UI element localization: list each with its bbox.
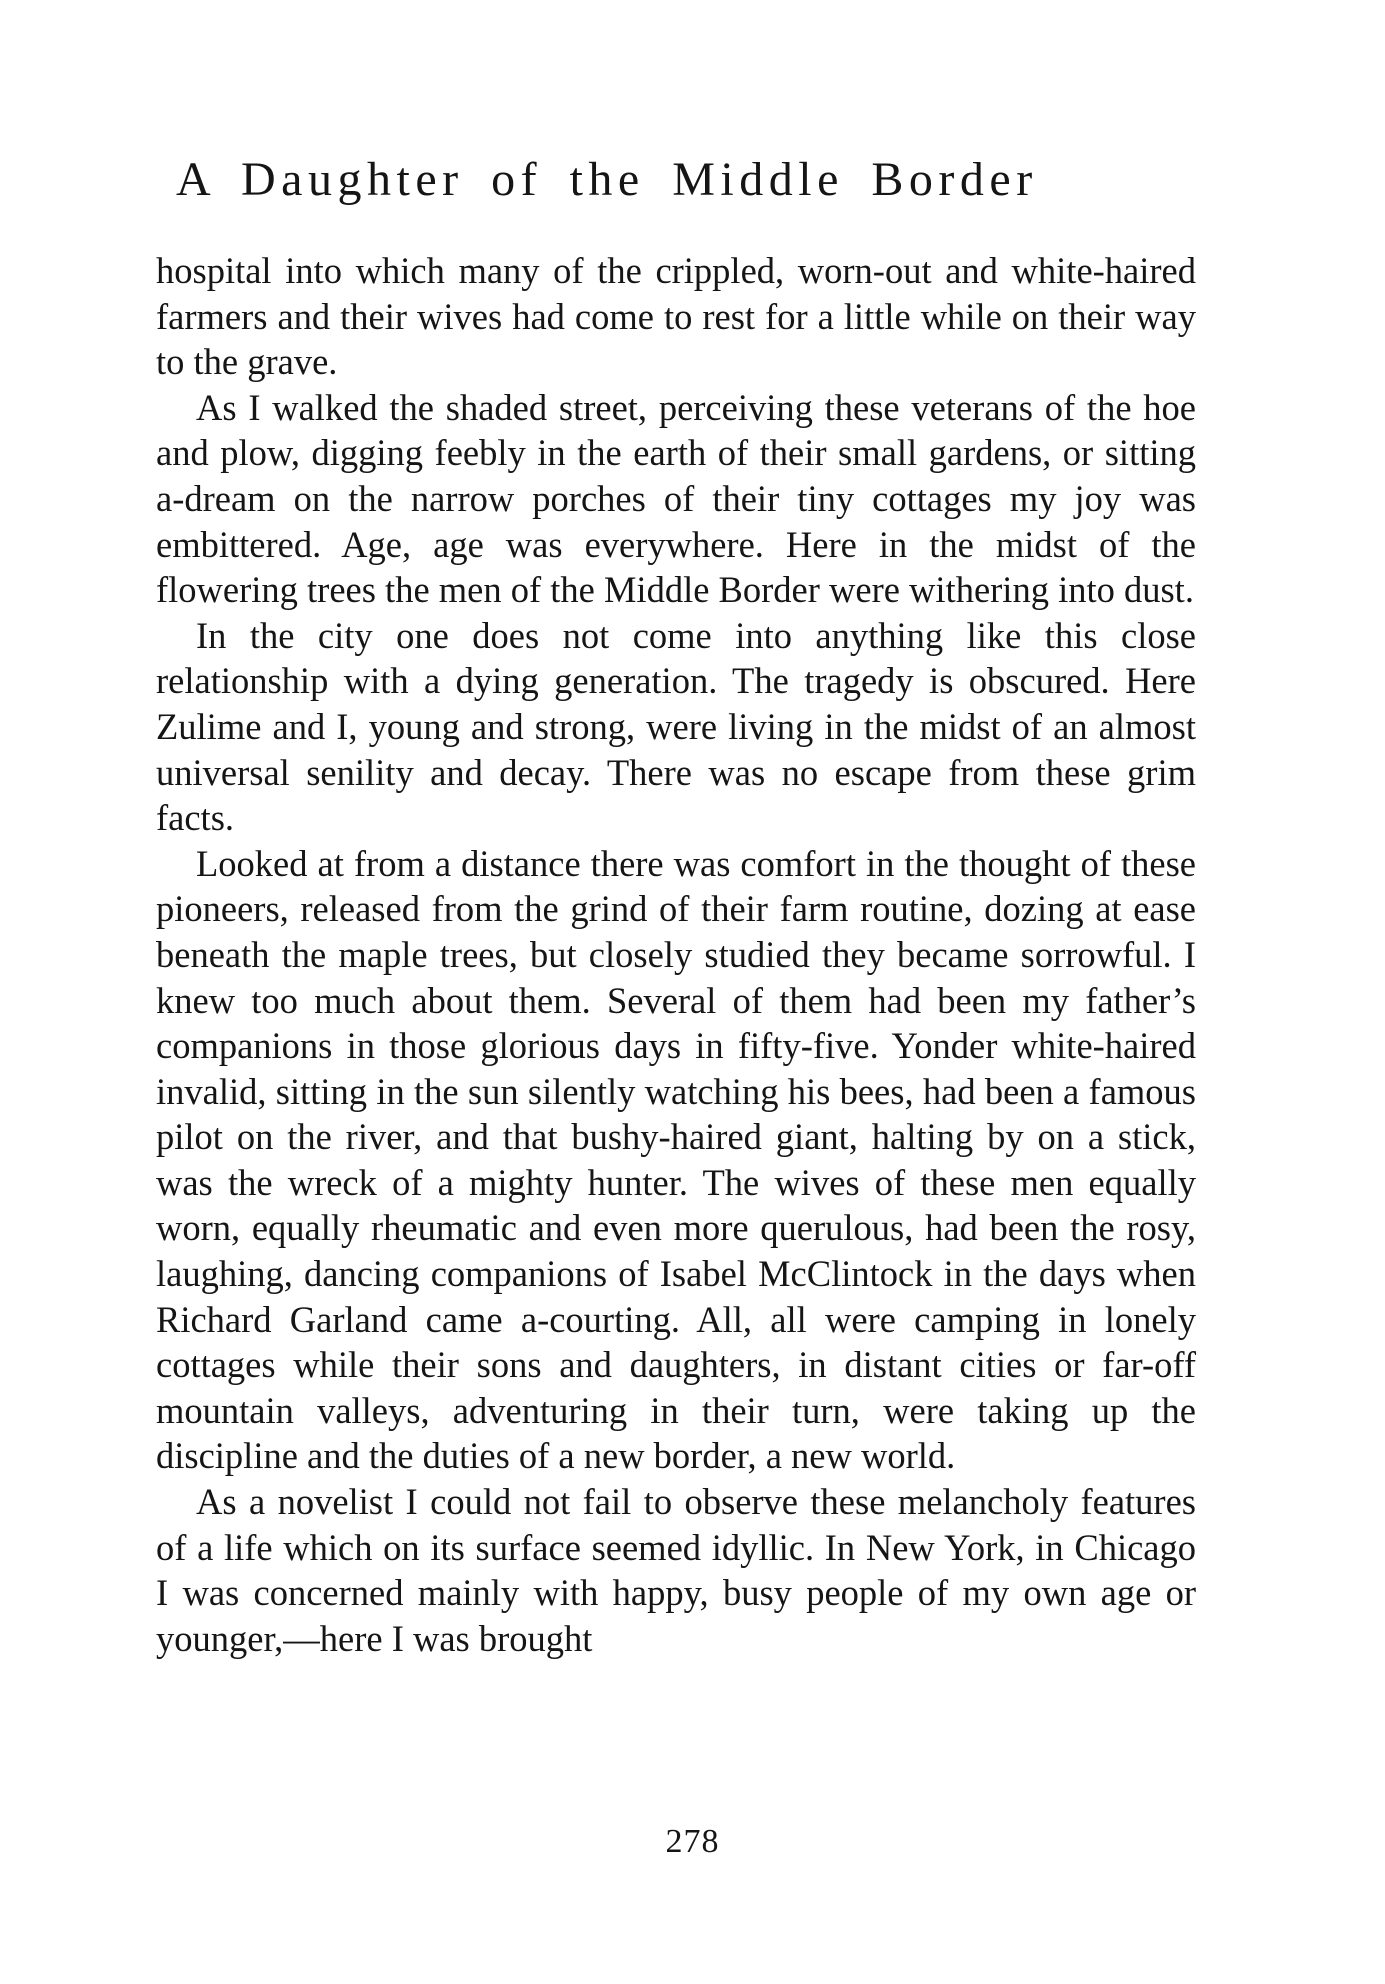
running-title: A Daughter of the Middle Border bbox=[176, 153, 1038, 206]
body-text bbox=[156, 248, 1196, 1661]
paragraph: As I walked the shaded street, perceiving these veterans of the hoe and plow, digging feebly in the earth of their small gardens, or sitting a-dream on the narrow porches of their tiny cottages my joy was embittered. Age, age was everywhere. Here in the midst of the flowering trees the men of the Middle Border were withering into dust. bbox=[156, 386, 1196, 611]
paragraph: Looked at from a distance there was comfort in the thought of these pioneers, released from the grind of their farm routine, dozing at ease beneath the maple trees, but closely studied they became sorrowful. I knew too much about them. Several of them had been my father’s companions in those glorious days in fifty-five. Yonder white-haired invalid, sitting in the sun silently watching his bees, had been a famous pilot on the river, and that bushy-haired giant, halting by on a stick, was the wreck of a mighty hunter. The wives of these men equally worn, equally rheumatic and even more querulous, had been the rosy, laughing, dancing companions of Isabel McClintock in the days when Richard Garland came a-courting. All, all were camping in lonely cottages while their sons and daughters, in distant cities or far-off mountain valleys, adventuring in their turn, were taking up the discipline and the duties of a new border, a new world. bbox=[156, 842, 1196, 1477]
paragraph-continued: hospital into which many of the crippled, worn-out and white-haired farmers and their wives had come to rest for a little while on their way to the grave. bbox=[156, 250, 1196, 383]
paragraph: As a novelist I could not fail to observe these melancholy features of a life which on its surface seemed idyllic. In New York, in Chicago I was concerned mainly with happy, busy people of my own age or younger,—here I was brought bbox=[156, 1481, 1196, 1659]
page-number: 278 bbox=[665, 1823, 720, 1860]
paragraph: In the city one does not come into anything like this close relationship with a dying generation. The tragedy is obscured. Here Zulime and I, young and strong, were living in the midst of an almost universal senility and decay. There was no escape from these grim facts. bbox=[156, 614, 1196, 839]
